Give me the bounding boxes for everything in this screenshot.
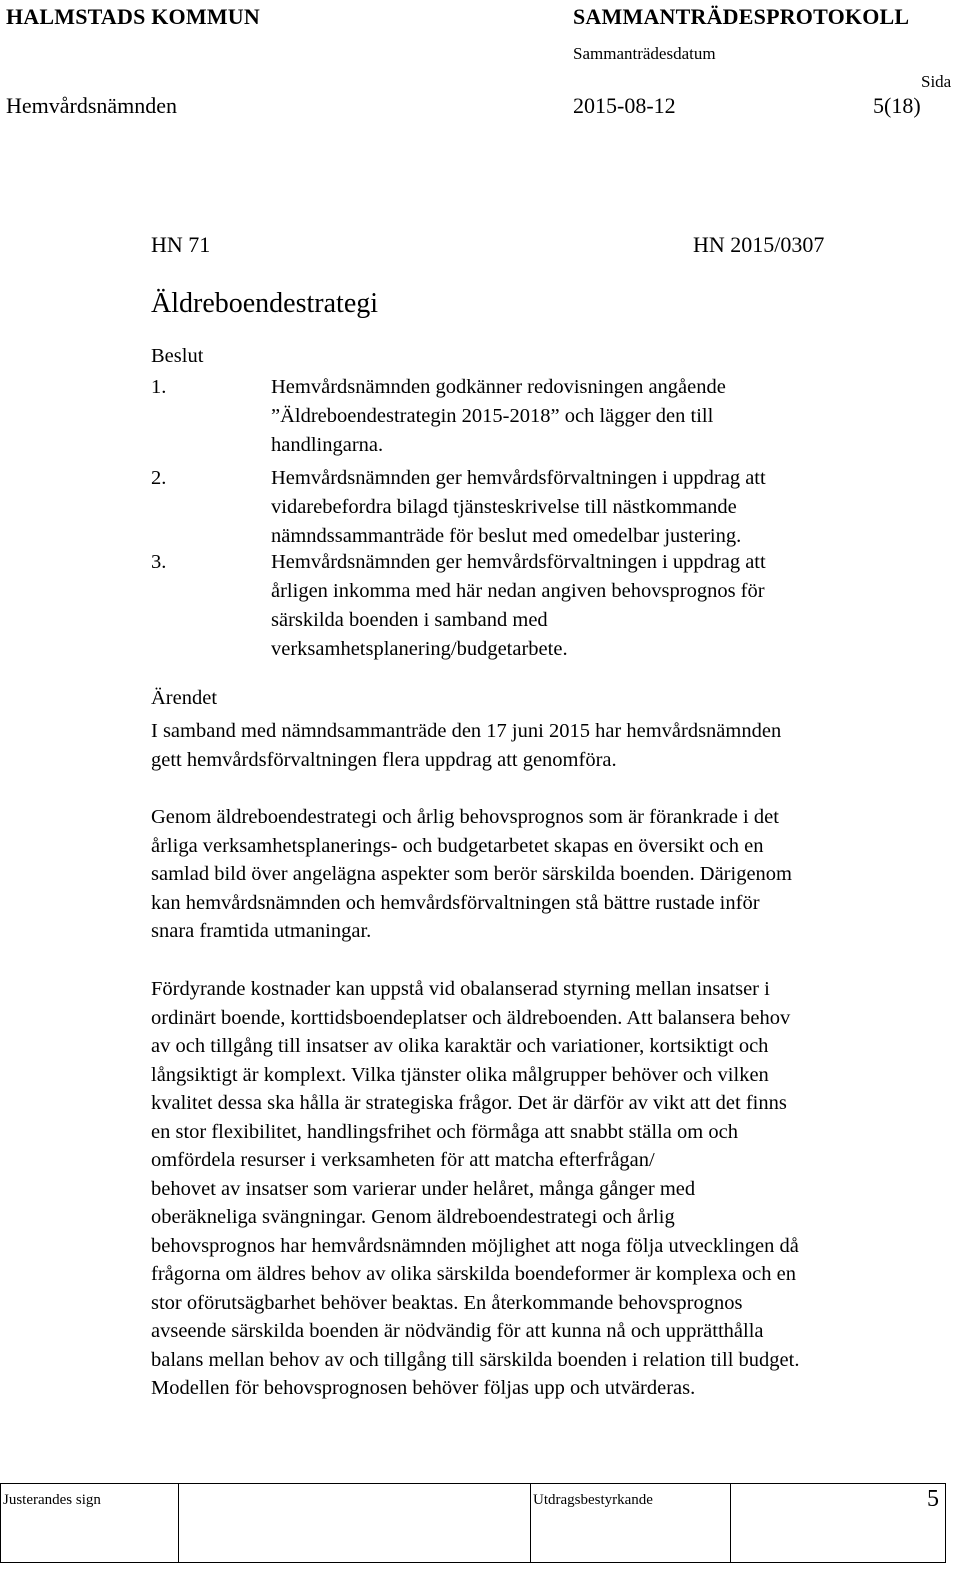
- decision-heading: Beslut: [151, 345, 204, 367]
- text-line: Fördyrande kostnader kan uppstå vid obalanserad styrning mellan insatser i: [151, 978, 770, 1000]
- text-line: Hemvårdsnämnden ger hemvårdsförvaltningen i uppdrag att: [271, 551, 766, 573]
- footer-page-number: 5: [731, 1484, 946, 1563]
- text-line: ”Äldreboendestrategin 2015-2018” och lägger den till: [271, 405, 714, 427]
- extract-label: Utdragsbestyrkande: [531, 1484, 731, 1563]
- text-line: årliga verksamhetsplanerings- och budgetarbetet skapas en översikt och en: [151, 834, 764, 857]
- case-title: Äldreboendestrategi: [151, 288, 379, 319]
- decision-item-text: [271, 464, 766, 551]
- decision-item-number: 1.: [151, 376, 167, 398]
- text-line: nämndssammanträde för beslut med omedelbar justering.: [271, 525, 742, 547]
- text-line: samlad bild över angelägna aspekter som berör särskilda boenden. Därigenom: [151, 863, 792, 885]
- decision-item-text: [271, 548, 766, 664]
- text-line: handlingarna.: [271, 434, 384, 456]
- matter-heading: Ärendet: [151, 687, 218, 709]
- text-line: årligen inkomma med här nedan angiven behovsprognos för: [271, 580, 765, 602]
- matter-paragraph: [151, 717, 941, 774]
- text-line: verksamhetsplanering/budgetarbete.: [271, 638, 568, 660]
- text-line: oberäkneliga svängningar. Genom äldreboendestrategi och årlig: [151, 1206, 675, 1228]
- text-line: en stor flexibilitet, handlingsfrihet och förmåga att snabbt ställa om och: [151, 1120, 738, 1143]
- text-line: behovet av insatser som varierar under helåret, många gånger med: [151, 1177, 696, 1200]
- text-line: Genom äldreboendestrategi och årlig behovsprognos som är förankrade i det: [151, 806, 779, 828]
- text-line: vidarebefordra bilagd tjänsteskrivelse till nästkommande: [271, 496, 737, 518]
- text-line: särskilda boenden i samband med: [271, 609, 548, 631]
- text-line: snara framtida utmaningar.: [151, 920, 372, 942]
- text-line: Hemvårdsnämnden ger hemvårdsförvaltningen i uppdrag att: [271, 467, 766, 489]
- signature-footer: [0, 1483, 946, 1563]
- text-line: ordinärt boende, korttidsboendeplatser och äldreboenden. Att balansera behov: [151, 1006, 791, 1029]
- committee-name: Hemvårdsnämnden: [6, 93, 178, 118]
- text-line: frågorna om äldres behov av olika särskilda boendeformer är komplexa och en: [151, 1263, 796, 1285]
- text-line: omfördela resurser i verksamheten för att matcha efterfrågan/: [151, 1149, 655, 1171]
- text-line: kan hemvårdsnämnden och hemvårdsförvaltningen stå bättre rustade inför: [151, 891, 760, 914]
- page-number: 5(18): [873, 93, 921, 118]
- case-reference: HN 2015/0307: [693, 232, 825, 257]
- text-line: stor oförutsägbarhet behöver beaktas. En återkommande behovsprognos: [151, 1291, 743, 1314]
- organization-name: HALMSTADS KOMMUN: [6, 4, 260, 29]
- meeting-date-label: Sammanträdesdatum: [573, 44, 716, 63]
- document-type: SAMMANTRÄDESPROTOKOLL: [573, 4, 910, 29]
- page-label: Sida: [921, 72, 952, 91]
- case-number: HN 71: [151, 232, 211, 257]
- text-line: Hemvårdsnämnden godkänner redovisningen angående: [271, 376, 726, 398]
- matter-paragraph: [151, 803, 941, 946]
- text-line: kvalitet dessa ska hålla är strategiska frågor. Det är därför av vikt att det finns: [151, 1092, 787, 1114]
- text-line: behovsprognos har hemvårdsnämnden möjlighet att noga följa utvecklingen då: [151, 1234, 799, 1257]
- text-line: avseende särskilda boenden är nödvändig för att kunna nå och upprätthålla: [151, 1320, 764, 1342]
- signer-label: Justerandes sign: [1, 1484, 179, 1563]
- meeting-date: 2015-08-12: [573, 93, 676, 118]
- signer-field[interactable]: [179, 1484, 531, 1563]
- text-line: långsiktigt är komplext. Vilka tjänster olika målgrupper behöver och vilken: [151, 1063, 769, 1086]
- text-line: balans mellan behov av och tillgång till särskilda boenden i relation till budget.: [151, 1348, 800, 1371]
- decision-item-number: 3.: [151, 551, 167, 573]
- decision-item-number: 2.: [151, 467, 167, 489]
- text-line: av och tillgång till insatser av olika karaktär och variationer, kortsiktigt och: [151, 1035, 769, 1057]
- decision-item-text: [271, 373, 726, 460]
- text-line: gett hemvårdsförvaltningen flera uppdrag att genomföra.: [151, 748, 617, 771]
- matter-paragraph: [151, 975, 941, 1403]
- text-line: Modellen för behovsprognosen behöver följas upp och utvärderas.: [151, 1377, 696, 1399]
- text-line: I samband med nämndsammanträde den 17 juni 2015 har hemvårdsnämnden: [151, 720, 782, 742]
